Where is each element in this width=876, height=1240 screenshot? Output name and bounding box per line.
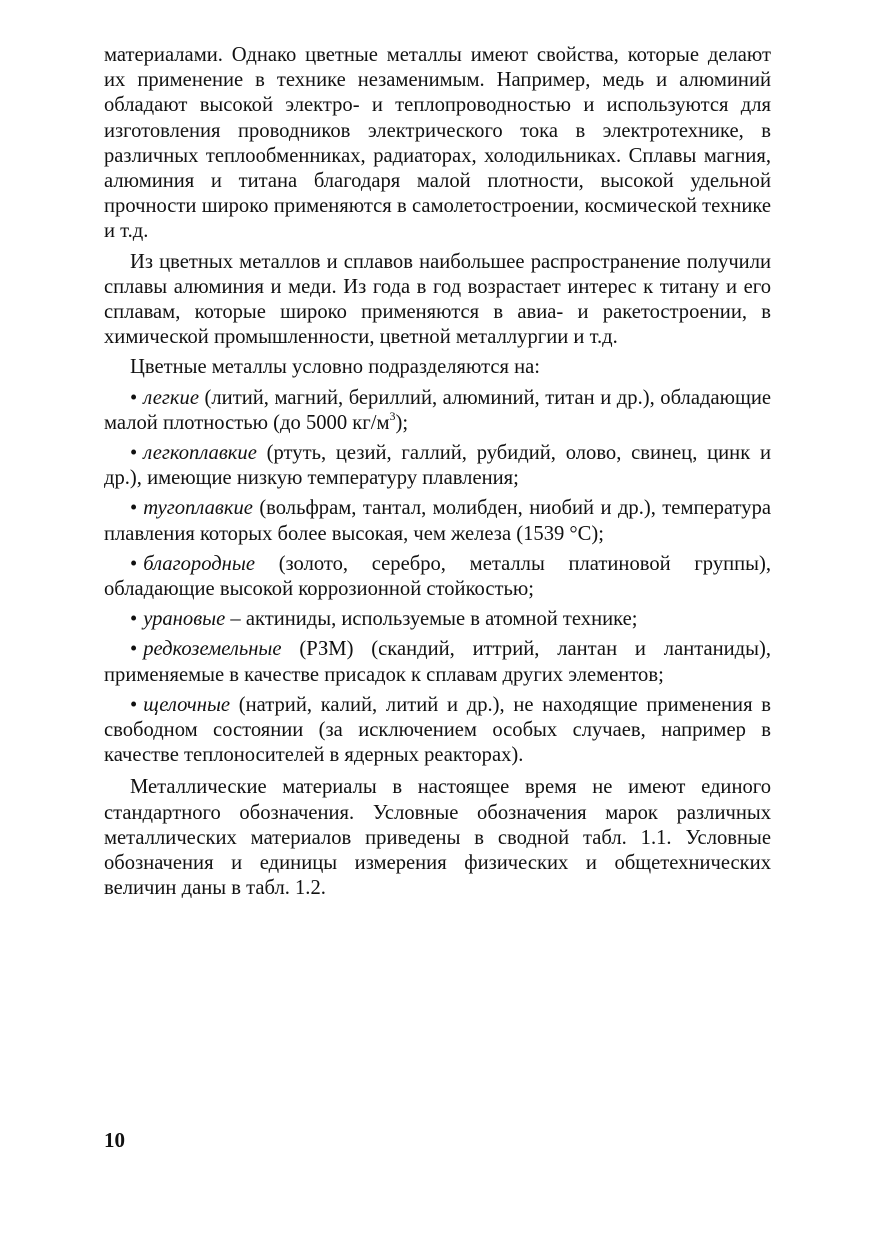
paragraph-designations: Металлические материалы в настоящее время не имеют единого стандартного обозначения. Условные обозначения марок различных металлических материалов приведены в сводной табл. 1.1. Условные обозначения и единицы измерения физических и общетехнических величин даны в табл. 1.2. [104, 776, 771, 900]
bullet-item-fusible [104, 441, 771, 491]
bullet-icon: • [130, 638, 138, 661]
page-body [104, 43, 771, 902]
bullet-text: (вольфрам, тантал, молибден, ниобий и др.), температура плавления которых более высокая, чем железа (1539 °С); [104, 497, 772, 545]
bullet-icon: • [130, 552, 138, 575]
bullet-icon: • [130, 442, 138, 465]
bullet-text: (РЗМ) (скандий, иттрий, лантан и лантаниды), применяемые в качестве присадок к сплавам других элементов; [104, 638, 771, 686]
bullet-item-alkali [104, 693, 771, 769]
paragraph-alloys: Из цветных металлов и сплавов наибольшее распространение получили сплавы алюминия и меди. Из года в год возрастает интерес к титану и его сплавам, которые широко применяются в авиа- и ракетостроении, в химической промышленности, цветной металлургии и т.д. [104, 250, 771, 349]
bullet-text: – актиниды, используемые в атомной технике; [225, 608, 638, 631]
bullet-term: урановые [143, 608, 226, 631]
bullet-icon: • [130, 386, 138, 409]
bullet-term: благородные [143, 552, 255, 575]
bullet-item-rare-earth [104, 637, 771, 687]
bullet-term: редкоземельные [143, 638, 282, 661]
bullet-item-noble [104, 552, 771, 602]
paragraph-classification: Цветные металлы условно подразделяются на: [130, 356, 541, 379]
page-number: 10 [104, 1128, 125, 1152]
paragraph-intro: материалами. Однако цветные металлы имеют свойства, которые делают их применение в технике незаменимым. Например, медь и алюминий обладают высокой электро- и теплопроводностью и используются для изготовления проводников электрического тока в электротехнике, в различных теплообменниках, радиаторах, холодильниках. Сплавы магния, алюминия и титана благодаря малой плотности, высокой удельной прочности широко применяются в самолетостроении, космической технике и т.д. [104, 44, 771, 243]
bullet-text: (литий, магний, бериллий, алюминий, титан и др.), обладающие малой плотностью (до 5000 кг/м [104, 386, 772, 434]
bullet-term: тугоплавкие [143, 497, 253, 520]
bullet-text: (ртуть, цезий, галлий, рубидий, олово, свинец, цинк и др.), имеющие низкую температуру плавления; [104, 442, 772, 490]
bullet-term: легкие [143, 386, 199, 409]
superscript: 3 [389, 408, 396, 423]
bullet-icon: • [130, 693, 138, 716]
bullet-item-uranium [104, 607, 771, 632]
bullet-text: (золото, серебро, металлы платиновой группы), обладающие высокой коррозионной стойкостью; [104, 552, 772, 601]
bullet-term: щелочные [143, 693, 231, 716]
bullet-item-light [104, 386, 771, 436]
bullet-text-end: ); [395, 411, 409, 434]
bullet-item-refractory [104, 496, 771, 546]
bullet-icon: • [130, 497, 138, 520]
bullet-term: легкоплавкие [143, 442, 257, 465]
bullet-icon: • [130, 608, 138, 631]
bullet-text: (натрий, калий, литий и др.), не находящие применения в свободном состоянии (за исключением особых случаев, например в качестве теплоносителей в ядерных реакторах). [104, 693, 771, 767]
